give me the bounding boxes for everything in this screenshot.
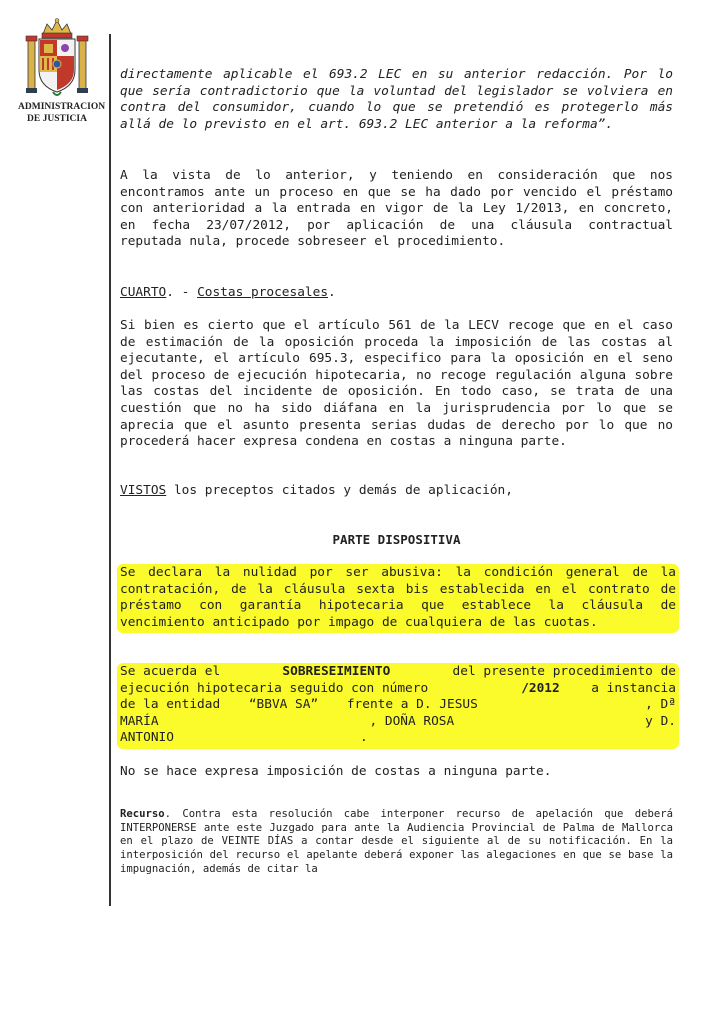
final-dot: . <box>359 730 368 746</box>
acuerda-part3-a: a instancia <box>591 680 676 696</box>
logo <box>18 18 106 124</box>
vistos-line <box>120 483 673 500</box>
declaration-text: Se declara la nulidad por ser abusiva: la condición general de la contratación, de la cláusula sexta bis establecida en el contrato de préstamo con garantía hipotecaria que establece la cláusula de vencimiento anticipado por impago de cualquiera de las cuotas. <box>117 564 679 633</box>
recurso-paragraph <box>120 808 673 877</box>
declaration-paragraph <box>120 564 676 633</box>
recurso-text: . Contra esta resolución cabe interponer recurso de apelación que deberá INTERPONERSE ante este Juzgado para ante la Audiencia Provincial de Palma de Mallorca en el plazo de VEINTE DÍAS a contar desde el siguiente al de su notificación. En la interposición del recurso el apelante deberá exponer las alegaciones en que se base la impugnación, además de citar la <box>120 808 673 875</box>
acuerda-part1: Se acuerda el <box>120 664 221 679</box>
quote-paragraph <box>120 67 673 133</box>
antonio-name: ANTONIO <box>120 730 174 746</box>
cuarto-end: . <box>328 285 336 300</box>
case-number: /2012 <box>521 680 560 696</box>
acuerda-part3-b: de la entidad <box>120 697 221 713</box>
y-d-label: y D. <box>645 713 676 729</box>
cuarto-label: CUARTO <box>120 285 167 300</box>
costas-text: Si bien es cierto que el artículo 561 de la LECV recoge que en el caso de estimación de la oposición proceda la imposición de las costas al ejecutante, el artículo 695.3, especifico para la oposición en el seno del proceso de ejecución hipotecaria, no recoge regulación alguna sobre las costas del incidente de oposición. En todo caso, se trata de una cuestión que no ha sido diáfana en la jurisprudencia por lo que se aprecia que el asunto presenta serias dudas de derecho por lo que no procederá hacer expresa condena en costas a ninguna parte. <box>120 318 673 450</box>
paragraph-costas <box>120 318 673 451</box>
no-costas-line <box>120 764 673 781</box>
acuerda-part2-b: ejecución hipotecaria seguido con número <box>120 680 429 696</box>
no-costas-text: No se hace expresa imposición de costas a ninguna parte. <box>120 764 552 779</box>
cuarto-heading <box>120 285 673 302</box>
maria-name: MARÍA <box>120 713 159 729</box>
acuerda-part2-a: del presente procedimiento de <box>452 664 676 679</box>
dona-rosa: , DOÑA ROSA <box>369 713 455 729</box>
conclusion-text: A la vista de lo anterior, y teniendo en consideración que nos encontramos ante un proceso en que se ha dado por vencido el préstamo con anterioridad a la entrada en vigor de la Ley 1/2013, en concreto, en fecha 23/07/2012, por aplicación de una cláusula contractual reputada nula, procede sobreseer el procedimiento. <box>120 168 673 250</box>
cuarto-separator: . - <box>166 285 198 300</box>
section-title-wrapper <box>120 532 673 549</box>
logo-line-2: DE JUSTICIA <box>27 114 87 124</box>
acuerda-part4: frente a D. JESUS <box>346 697 478 713</box>
recurso-label: Recurso <box>120 808 165 820</box>
margin-rule <box>109 34 111 906</box>
sobreseimiento-block <box>117 663 679 749</box>
cuarto-title: Costas procesales <box>197 285 329 300</box>
sobreseimiento-bold: SOBRESEIMIENTO <box>282 664 391 679</box>
quote-text: directamente aplicable el 693.2 LEC en su anterior redacción. Por lo que sería contradictorio que la voluntad del legislador se volviera en contra del consumidor, cuando lo que se pretendió es protegerlo más allá de lo previsto en el art. 693.2 LEC anterior a la reforma”. <box>120 67 673 132</box>
entity-name: “BBVA SA” <box>248 697 319 713</box>
sobreseimiento-paragraph <box>120 663 676 749</box>
coat-of-arms-icon <box>25 18 89 100</box>
da-label: , Dª <box>645 697 676 713</box>
logo-line-1: ADMINISTRACION <box>18 102 106 112</box>
section-title: PARTE DISPOSITIVA <box>332 532 461 547</box>
vistos-rest: los preceptos citados y demás de aplicación, <box>166 483 513 498</box>
vistos-label: VISTOS <box>120 483 167 498</box>
paragraph-conclusion <box>120 168 673 251</box>
